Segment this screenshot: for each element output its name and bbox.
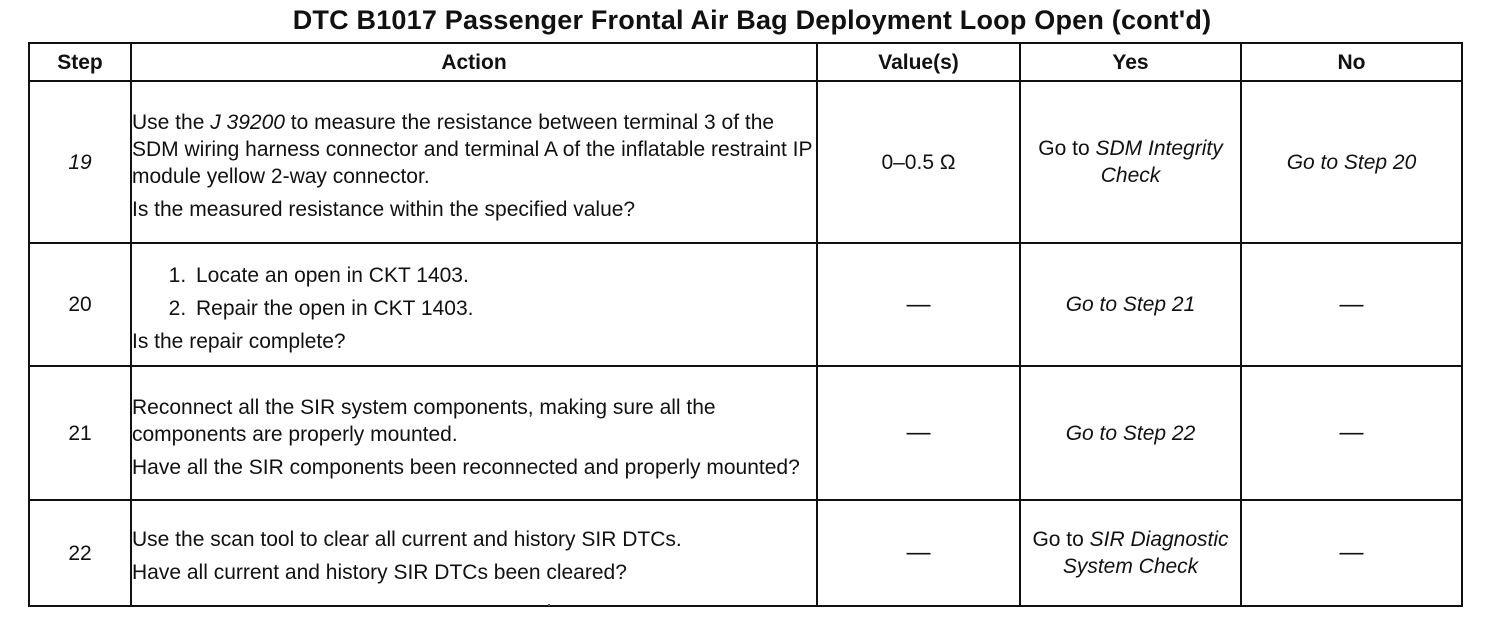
action-question: Is the repair complete? [132,330,346,353]
action-cell [131,81,817,243]
no-cell: — [1241,243,1462,366]
action-text: Use the scan tool to clear all current and history SIR DTCs. [132,528,682,551]
sdm-integrity-check-link[interactable]: SDM Integrity Check [1095,137,1223,187]
value-cell: — [817,243,1020,366]
action-cell [131,366,817,500]
scan-speck [548,604,550,606]
table-row [29,366,1462,500]
action-cell [131,500,817,606]
action-text: Reconnect all the SIR system components, making sure all the components are properly mounted. [132,395,716,446]
action-text: Use the J 39200 to measure the resistance between terminal 3 of the SDM wiring harness connector and terminal A of the inflatable restraint IP module yellow 2-way connector. [132,111,813,188]
column-header-no: No [1241,43,1462,81]
action-cell [131,243,817,366]
yes-cell: Go to SIR Diagnostic System Check [1020,500,1241,606]
step-number: 20 [29,243,131,366]
yes-cell[interactable]: Go to Step 22 [1020,366,1241,500]
value-cell: — [817,366,1020,500]
no-cell: — [1241,500,1462,606]
value-cell: 0–0.5 Ω [817,81,1020,243]
column-header-values: Value(s) [817,43,1020,81]
yes-cell: Go to SDM Integrity Check [1020,81,1241,243]
column-header-yes: Yes [1020,43,1241,81]
table-row [29,500,1462,606]
value-cell: — [817,500,1020,606]
action-question: Is the measured resistance within the specified value? [132,198,636,221]
page-title: DTC B1017 Passenger Frontal Air Bag Deployment Loop Open (cont'd) [292,5,1212,35]
sir-diagnostic-system-check-link[interactable]: SIR Diagnostic System Check [1062,528,1229,578]
no-cell: — [1241,366,1462,500]
table-row [29,243,1462,366]
action-question: Have all the SIR components been reconnected and properly mounted? [132,455,800,479]
no-cell[interactable]: Go to Step 20 [1241,81,1462,243]
step-number: 21 [29,366,131,500]
column-header-action: Action [131,43,817,81]
tool-name: J 39200 [210,111,285,134]
table-row [29,81,1462,243]
yes-cell[interactable]: Go to Step 21 [1020,243,1241,366]
step-number: 22 [29,500,131,606]
list-item: 1. Locate an open in CKT 1403. [192,262,816,289]
step-number: 19 [29,81,131,243]
table-header-row [29,43,1462,81]
action-steps-list [132,262,816,322]
diagnostic-table [28,42,1463,607]
action-question: Have all current and history SIR DTCs been cleared? [132,561,627,584]
list-item: 2. Repair the open in CKT 1403. [192,295,816,322]
column-header-step: Step [29,43,131,81]
